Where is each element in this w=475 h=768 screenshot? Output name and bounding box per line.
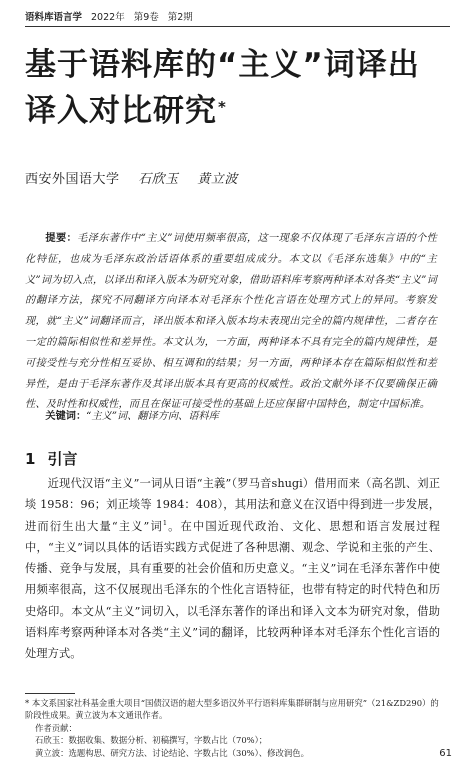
page-number: 61 [439,748,452,759]
abstract [25,229,437,416]
title-footnote-marker[interactable]: * [218,98,227,116]
header-rule [25,26,450,27]
footnote-contrib-author-1: 石欣玉：数据收集、数据分析、初稿撰写，字数占比（70%）； [35,735,268,746]
footnote-rule [25,693,75,694]
abstract-text: 毛泽东著作中“主义”词使用频率很高，这一现象不仅体现了毛泽东言语的个性化特征，也成为毛泽东政治话语体系的重要组成成分。本文以《毛泽东选集》中的“主义”词为切入点，以译出和译入版本为研究对象，借助语料库考察两种译本对各类“主义”词的翻译方法，探究不同翻译方向译本对毛泽东个性化言语在处理方式上的异同。考察发现，就“主义”词翻译而言，译出版本和译入版本均未表现出完全的篇内规律性，二者存在一定的篇际相似性和差异性。本文认为，一方面，两种译本不具有完全的篇内规律性，是可接受性与充分性相互妥协、相互调和的结果；另一方面，两种译本存在篇际相似性和差异性，是由于毛泽东著作及其译出版本具有更高的权威性。政治文献外译不仅要确保正确性、及时性和权威性，而且在保证可接受性的基础上还应保留中国特色，制定中国标准。 [25,233,437,411]
section-number: 1 [25,450,36,468]
keywords-label: 关键词： [45,411,87,422]
body-paragraph [25,473,440,665]
title-line-1: 基于语料库的“主义”词译出 [25,47,420,83]
author-name-2: 黄立波 [197,172,238,187]
endnote-ref[interactable]: 1 [162,518,167,527]
title-line-2 [25,88,455,134]
footnote [25,697,440,759]
footnote-contrib-label: 作者贡献： [35,722,77,733]
footnote-funding: * 本文系国家社科基金重大项目“国债汉语的超大型多语汉外平行语料库集群研制与应用研究”（21&ZD290）的阶段性成果。黄立波为本文通讯作者。 [25,698,439,721]
journal-name: 语料库语言学 [25,12,83,23]
journal-year: 2022年 [91,12,125,23]
author-name-1: 石欣玉 [138,172,179,187]
abstract-label: 提要： [45,233,78,244]
body-text-part-2: 。在中国近现代政治、文化、思想和语言发展过程中，“主义”词以具体的话语实践方式促进了各种思潮、观念、学说和主张的产生、传播、竞争与发展，具有重要的社会价值和历史意义。“主义”词在毛泽东著作中使用频率很高，这不仅展现出毛泽东的个性化言语特征，也带有特定的时代特色和历史烙印。本文从“主义”词切入，以毛泽东著作的译出和译入文本为研究对象，借助语料库考察两种译本对各类“主义”词的翻译，比较两种译本对毛泽东个性化言语的处理方式。 [25,519,440,661]
body-text-part-1: 近现代汉语“主义”一词从日语“主義”（罗马音shugi）借用而来（高名凯、刘正埮 1958：96；刘正埮等 1984：408），其用法和意义在汉语中得到进一步发展，进而衍生出大量“主义”词 [25,477,440,533]
author-line [25,168,445,187]
footnote-contrib-author-2: 黄立波：选题构思、研究方法、讨论结论、字数占比（30%）、修改润色。 [35,747,310,758]
journal-issue: 第2期 [167,12,193,23]
keywords [25,407,437,427]
journal-volume: 第9卷 [133,12,159,23]
running-header [25,6,450,26]
article-title [25,42,455,134]
section-title-text: 引言 [47,450,78,468]
author-affiliation: 西安外国语大学 [25,172,120,187]
title-line-2-text: 译入对比研究 [25,93,217,129]
section-heading [25,447,325,471]
keywords-text: “主义”词、翻译方向、语料库 [86,411,219,422]
